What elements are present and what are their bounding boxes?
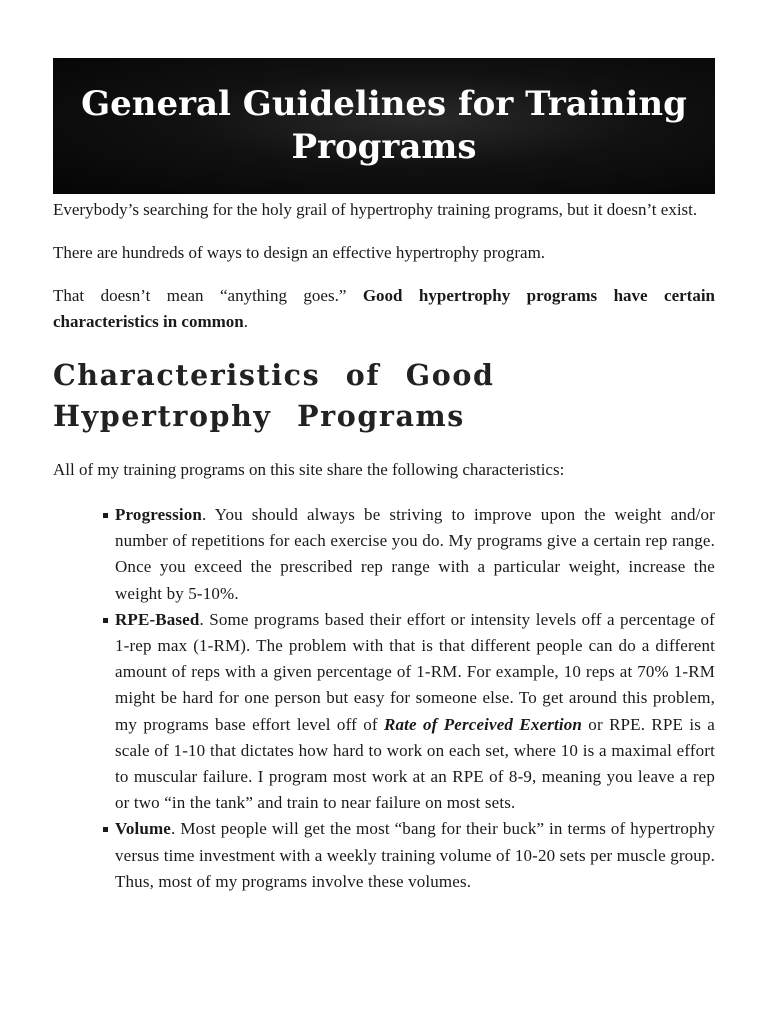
list-item-term: Volume <box>115 819 172 839</box>
section-intro: All of my training programs on this site share the following characteristics: <box>53 460 565 479</box>
title-banner <box>53 58 715 194</box>
article <box>53 58 715 895</box>
intro-paragraph-3-text: That doesn’t mean “anything goes.” <box>53 286 363 305</box>
intro-paragraph-3-end: . <box>243 312 248 331</box>
list-item-text-continued: or RPE. RPE is a scale of 1-10 that dictates how hard to work on each set, where 10 is a maximal effort to muscular failure. I program most work at an RPE of 8-9, meaning you leave a rep or two “in the tank” and train to near failure on most sets. <box>115 714 715 813</box>
list-item-emphasis: Rate of Perceived Exertion <box>383 714 582 734</box>
intro-paragraph-3-bold: Good hypertrophy programs have certain characteristics in common <box>53 286 715 331</box>
intro-paragraph-2: There are hundreds of ways to design an effective hypertrophy program. <box>53 243 546 262</box>
list-item-volume <box>115 816 715 895</box>
bullet-marker <box>103 618 108 623</box>
bullet-marker <box>103 513 108 518</box>
intro-paragraph-1: Everybody’s searching for the holy grail of hypertrophy training programs, but it doesn’t exist. <box>53 200 698 219</box>
list-item-text: . Some programs based their effort or intensity levels off a percentage of 1-rep max (1-RM). The problem with that is that different people can do a different amount of reps with a given percentage of 1-RM. For example, 10 reps at 70% 1-RM might be hard for one person but easy for someone else. To get around this problem, my programs base effort level off of <box>115 609 715 734</box>
list-item-progression <box>115 502 715 607</box>
page-title: General Guidelines for Training Programs <box>81 84 687 167</box>
bullet-marker <box>103 827 108 832</box>
characteristics-list <box>53 502 715 895</box>
list-item-text: . Most people will get the most “bang for their buck” in terms of hypertrophy versus time investment with a weekly training volume of 10-20 sets per muscle group. Thus, most of my programs involve these volumes. <box>115 819 715 891</box>
list-item-rpe-based <box>115 607 715 817</box>
intro-paragraph-3 <box>53 283 715 335</box>
list-item-term: Progression <box>115 505 202 524</box>
list-item-text: . You should always be striving to improve upon the weight and/or number of repetitions for each exercise you do. My programs give a certain rep range. Once you exceed the prescribed rep range with a particular weight, increase the weight by 5-10%. <box>115 505 715 603</box>
section-heading: Characteristics of Good Hypertrophy Programs <box>53 358 495 433</box>
list-item-term: RPE-Based <box>115 609 200 629</box>
